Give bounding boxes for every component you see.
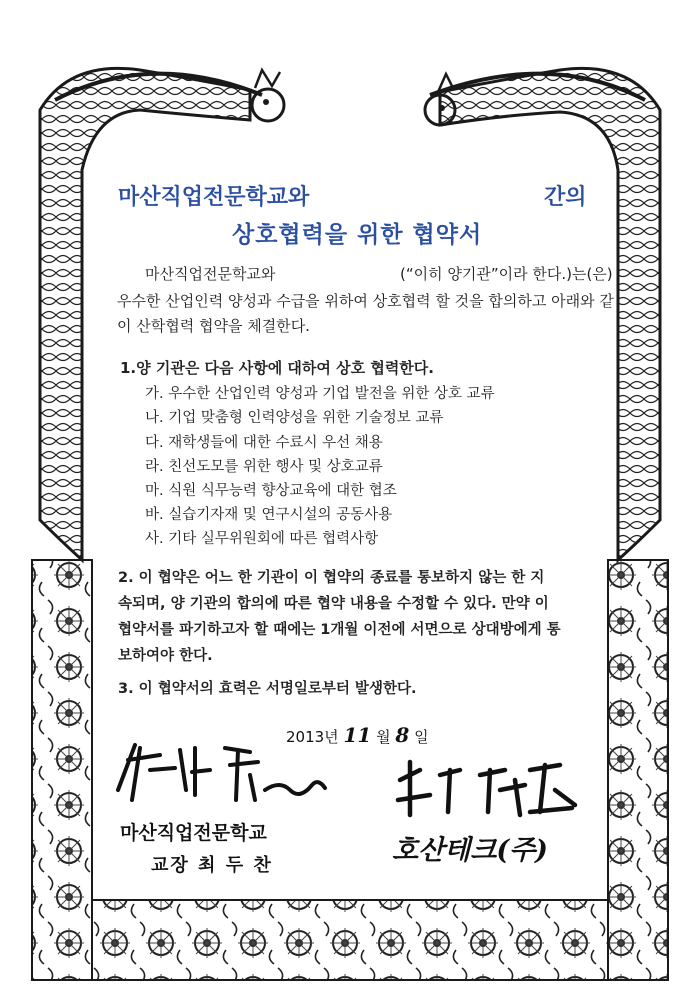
school-name: 마산직업전문학교	[120, 822, 267, 844]
section2-line: 2. 이 협약은 어느 한 기관이 이 협약의 종료를 통보하지 않는 한 지	[118, 570, 545, 586]
section2-line: 속되며, 양 기관의 합의에 따른 협약 내용을 수정할 수 있다. 만약 이	[118, 596, 549, 612]
intro-alias: (“이히 양기관”이라 한다.)는(은)	[400, 265, 613, 283]
date-day: 8	[395, 723, 410, 747]
intro-text-line: 이 산학협력 협약을 체결한다.	[117, 317, 310, 335]
section1-item: 라. 친선도모를 위한 행사 및 상호교류	[145, 459, 383, 475]
signing-date	[286, 723, 429, 747]
title-party-left: 마산직업전문학교와	[118, 185, 310, 210]
section1-item: 바. 실습기자재 및 연구시설의 공동사용	[145, 507, 393, 523]
section1-item: 사. 기타 실무위원회에 따른 협력사항	[145, 531, 379, 547]
principal-name: 교장 최 두 찬	[151, 855, 273, 876]
section1-item: 마. 식원 식무능력 향상교육에 대한 협조	[145, 483, 397, 499]
intro-party: 마산직업전문학교와	[145, 265, 276, 283]
section1-item: 가. 우수한 산업인력 양성과 기업 발전을 위한 상호 교류	[145, 386, 495, 402]
date-year: 2013년	[286, 728, 339, 746]
date-month: 11	[343, 723, 372, 747]
intro-text-line: 우수한 산업인력 양성과 수급을 위하여 상호협력 할 것을 합의하고 아래와 같	[117, 292, 614, 310]
section3-heading: 3. 이 협약서의 효력은 서명일로부터 발생한다.	[118, 681, 417, 697]
section1-item: 나. 기업 맞춤형 인력양성을 위한 기술정보 교류	[145, 410, 444, 426]
company-name-handwritten: 호산테크(주)	[392, 835, 548, 866]
section1-item: 다. 재학생들에 대한 수료시 우선 채용	[145, 435, 383, 451]
section2-line: 협약서를 파기하고자 할 때에는 1개월 이전에 서면으로 상대방에게 통	[118, 622, 561, 638]
date-month-unit: 월	[376, 728, 391, 746]
title-party-right: 간의	[544, 185, 587, 210]
document-title: 상호협력을 위한 협약서	[232, 222, 483, 248]
section2-line: 보하여야 한다.	[118, 648, 213, 664]
date-day-unit: 일	[414, 728, 429, 746]
section1-heading: 1.양 기관은 다음 사항에 대하여 상호 협력한다.	[120, 359, 434, 377]
